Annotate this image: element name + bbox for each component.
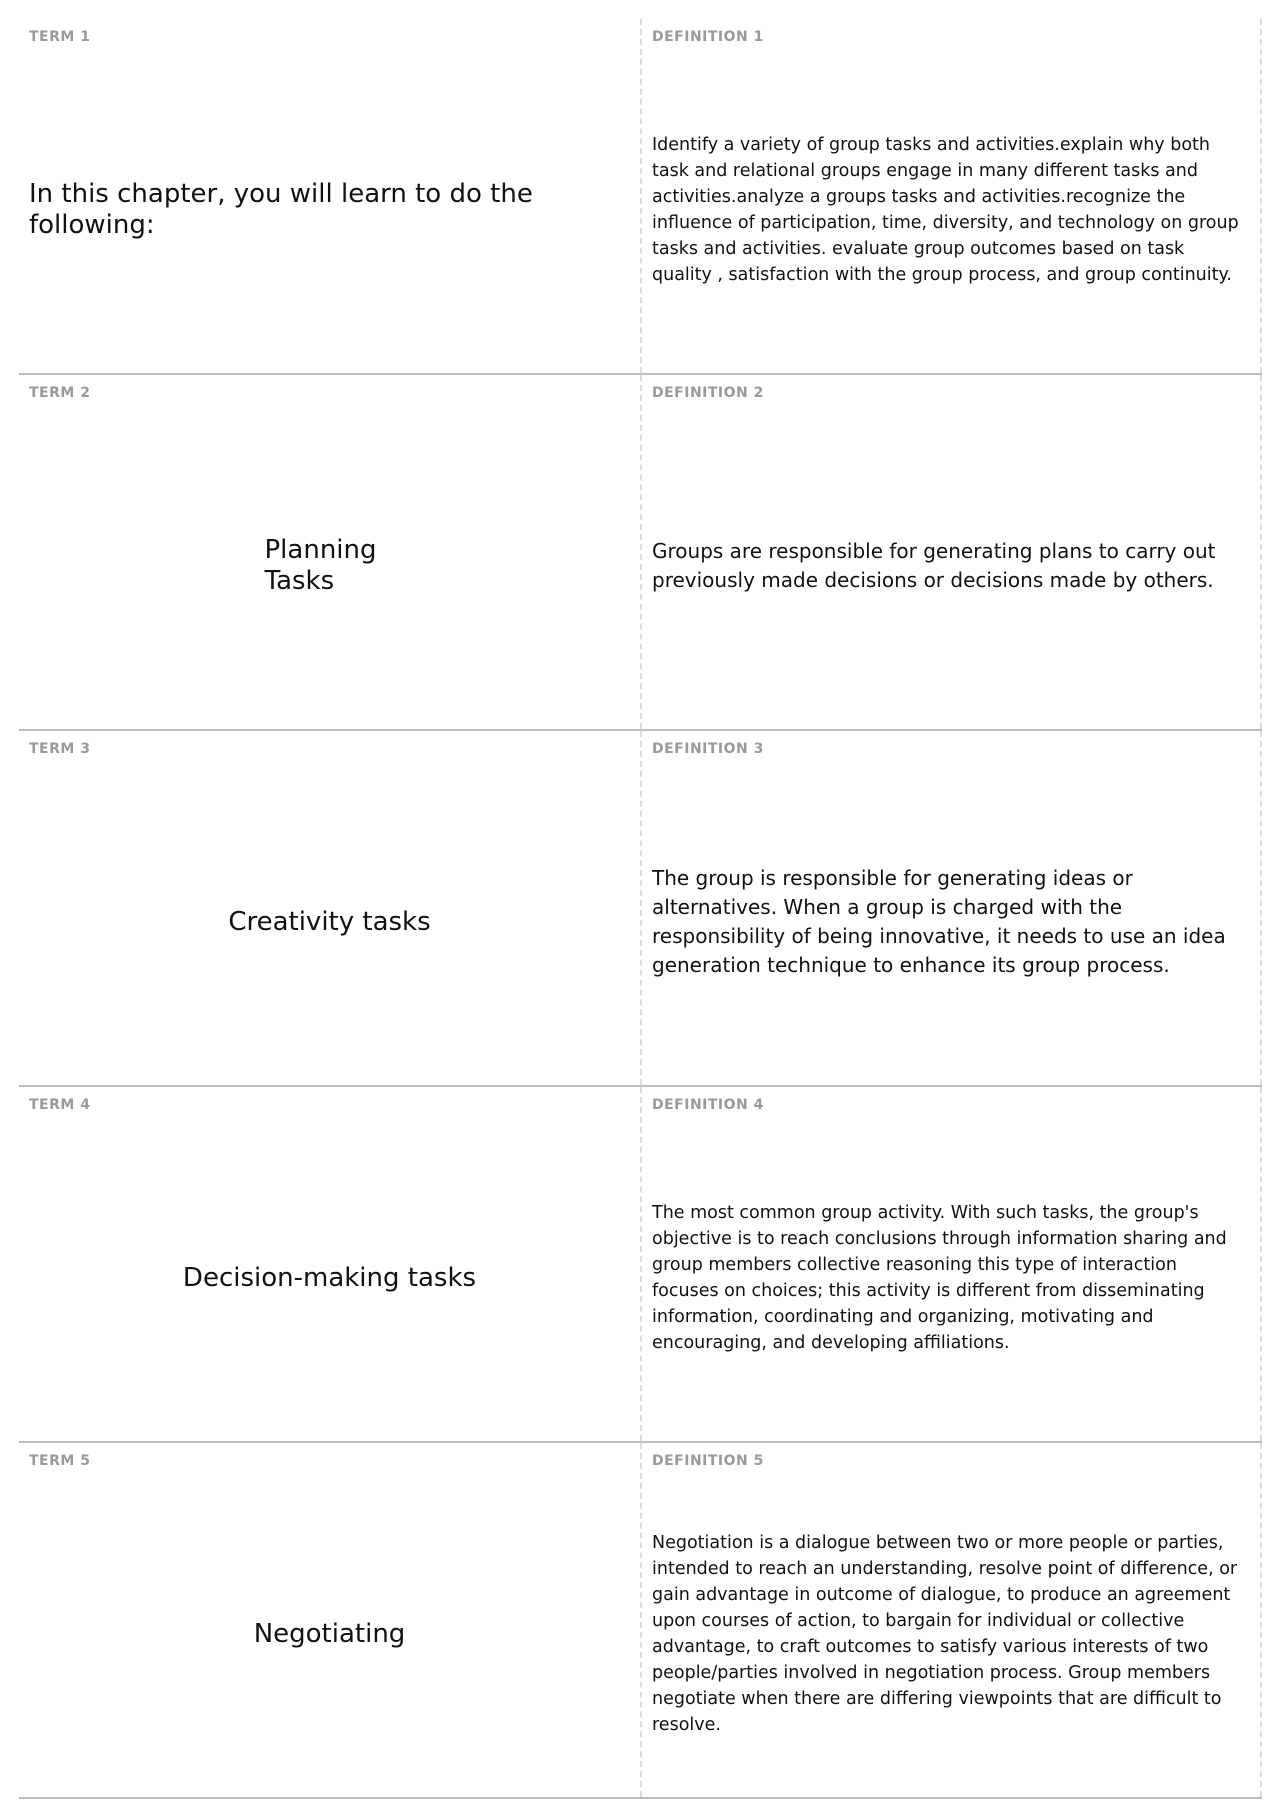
definition-text: Identify a variety of group tasks and activities.explain why both task and relational groups engage in many different tasks and activities.analyze a groups tasks and activities.recognize the influence of participation, time, diversity, and technology on group tasks and activities. evaluate group outcomes based on task quality , satisfaction with the group process, and group continuity.	[652, 135, 1239, 285]
term-label: TERM 4	[29, 1097, 91, 1113]
term-body	[29, 415, 630, 717]
definition-label: DEFINITION 2	[652, 385, 764, 401]
term-cell	[19, 19, 642, 373]
definition-label: DEFINITION 4	[652, 1097, 764, 1113]
definition-body	[652, 1127, 1248, 1429]
term-label: TERM 5	[29, 1453, 91, 1469]
definition-label: DEFINITION 1	[652, 29, 764, 45]
definition-label: DEFINITION 3	[652, 741, 764, 757]
definition-cell	[642, 1443, 1262, 1797]
definition-text: Groups are responsible for generating plans to carry out previously made decisions or decisions made by others.	[652, 539, 1216, 592]
definition-body	[652, 415, 1248, 717]
definition-body	[652, 1483, 1248, 1785]
term-text: Creativity tasks	[228, 906, 431, 937]
term-body	[29, 771, 630, 1073]
term-label: TERM 3	[29, 741, 91, 757]
flashcard-row	[19, 731, 1262, 1087]
definition-cell	[642, 19, 1262, 373]
definition-text: The group is responsible for generating ideas or alternatives. When a group is charged with the responsibility of being innovative, it needs to use an idea generation technique to enhance its group process.	[652, 866, 1226, 977]
term-body	[29, 1127, 630, 1429]
definition-cell	[642, 1087, 1262, 1441]
flashcard-row	[19, 1087, 1262, 1443]
term-text: Decision-making tasks	[182, 1262, 477, 1293]
flashcard-row	[19, 375, 1262, 731]
definition-cell	[642, 375, 1262, 729]
term-label: TERM 1	[29, 29, 91, 45]
term-cell	[19, 1443, 642, 1797]
definition-text: Negotiation is a dialogue between two or more people or parties, intended to reach an understanding, resolve point of difference, or gain advantage in outcome of dialogue, to produce an agreement upon courses of action, to bargain for individual or collective advantage, to craft outcomes to satisfy various interests of two people/parties involved in negotiation process. Group members negotiate when there are differing viewpoints that are difficult to resolve.	[652, 1533, 1238, 1735]
definition-label: DEFINITION 5	[652, 1453, 764, 1469]
flashcard-row	[19, 1443, 1262, 1799]
term-text: In this chapter, you will learn to do the following:	[29, 179, 533, 240]
term-cell	[19, 375, 642, 729]
definition-body	[652, 59, 1248, 361]
term-cell	[19, 1087, 642, 1441]
term-cell	[19, 731, 642, 1085]
definition-body	[652, 771, 1248, 1073]
definition-cell	[642, 731, 1262, 1085]
term-body	[29, 59, 630, 361]
term-body	[29, 1483, 630, 1785]
term-text: Planning Tasks	[264, 535, 377, 596]
term-label: TERM 2	[29, 385, 91, 401]
definition-text: The most common group activity. With such tasks, the group's objective is to reach conclusions through information sharing and group members collective reasoning this type of interaction focuses on choices; this activity is different from disseminating information, coordinating and organizing, motivating and encouraging, and developing affiliations.	[652, 1203, 1227, 1353]
term-text: Negotiating	[253, 1618, 406, 1649]
flashcard-sheet	[19, 19, 1262, 1799]
flashcard-row	[19, 19, 1262, 375]
